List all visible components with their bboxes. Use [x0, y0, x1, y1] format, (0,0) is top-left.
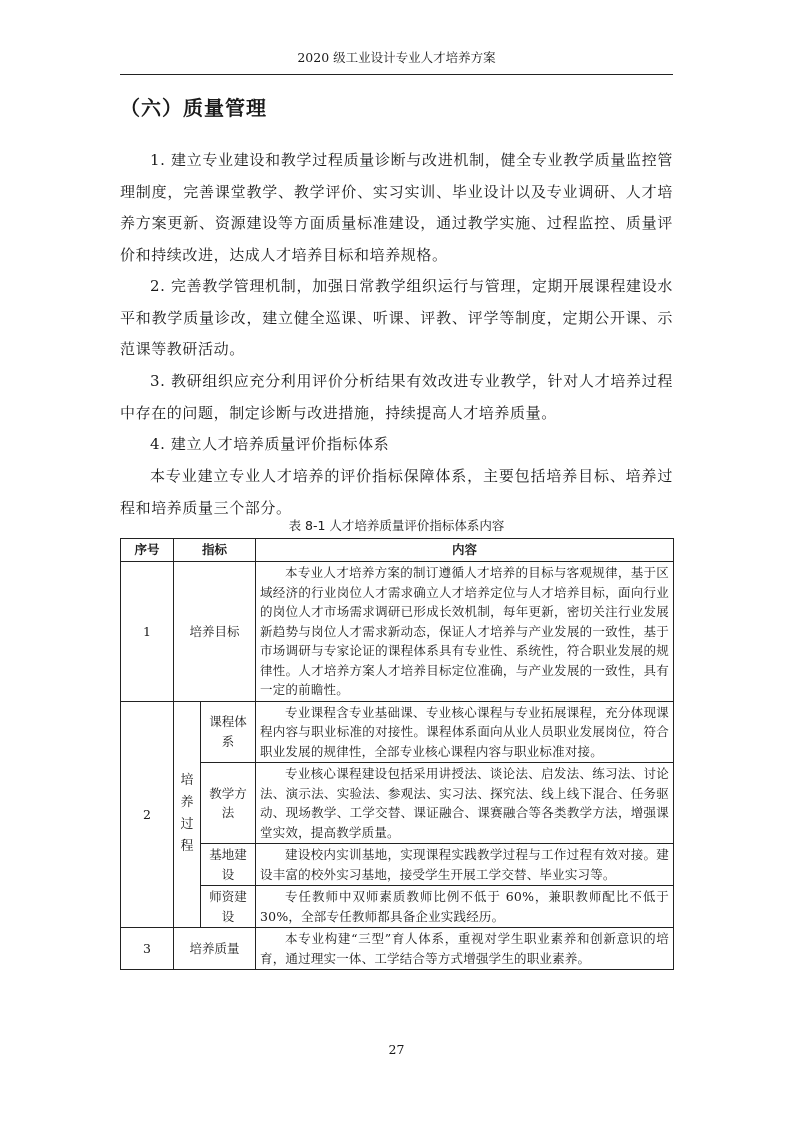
table-header-row [121, 539, 674, 562]
table-row [121, 928, 674, 970]
row-number: 2 [121, 701, 174, 928]
sub-indicator: 师资建设 [201, 886, 256, 928]
row-number: 3 [121, 928, 174, 970]
paragraph-5: 本专业建立专业人才培养的评价指标保障体系，主要包括培养目标、培养过程和培养质量三个部分。 [120, 467, 673, 517]
table-row [121, 562, 674, 702]
paragraph-4: 4. 建立人才培养质量评价指标体系 [150, 435, 390, 453]
paragraph-1: 1. 建立专业建设和教学过程质量诊断与改进机制，健全专业教学质量监控管理制度，完善课堂教学、教学评价、实习实训、毕业设计以及专业调研、人才培养方案更新、资源建设等方面质量标准建设，通过教学实施、过程监控、质量评价和持续改进，达成人才培养目标和培养规格。 [120, 151, 673, 264]
sub-indicator: 课程体系 [201, 701, 256, 763]
header-content: 内容 [256, 539, 674, 562]
evaluation-table [120, 538, 674, 970]
table-subrow [121, 886, 674, 928]
sub-content: 专业课程含专业基础课、专业核心课程与专业拓展课程，充分体现课程内容与职业标准的对接性。课程体系面向从业人员职业发展岗位，符合职业发展的规律性，全部专业核心课程内容与职业标准对接。 [256, 701, 674, 763]
header-no: 序号 [121, 539, 174, 562]
sub-indicator: 教学方法 [201, 763, 256, 844]
sub-content: 建设校内实训基地，实现课程实践教学过程与工作过程有效对接。建设丰富的校外实习基地，接受学生开展工学交替、毕业实习等。 [256, 844, 674, 886]
page-header: 2020 级工业设计专业人才培养方案 [120, 44, 673, 75]
row-indicator: 培养质量 [174, 928, 256, 970]
sub-content: 专业核心课程建设包括采用讲授法、谈论法、启发法、练习法、讨论法、演示法、实验法、参观法、实习法、探究法、线上线下混合、任务驱动、现场教学、工学交替、课证融合、课赛融合等各类教学方法，增强课堂实效，提高教学质量。 [256, 763, 674, 844]
row-content: 本专业构建“三型”育人体系，重视对学生职业素养和创新意识的培育，通过理实一体、工学结合等方式增强学生的职业素养。 [256, 928, 674, 970]
header-indicator: 指标 [174, 539, 256, 562]
row-indicator-vertical: 培养过程 [174, 701, 201, 928]
paragraph-3: 3. 教研组织应充分利用评价分析结果有效改进专业教学，针对人才培养过程中存在的问题，制定诊断与改进措施，持续提高人才培养质量。 [120, 372, 673, 422]
row-number: 1 [121, 562, 174, 702]
table-subrow [121, 844, 674, 886]
sub-content: 专任教师中双师素质教师比例不低于 60%，兼职教师配比不低于 30%，全部专任教师都具备企业实践经历。 [256, 886, 674, 928]
row-content: 本专业人才培养方案的制订遵循人才培养的目标与客观规律，基于区域经济的行业岗位人才需求确立人才培养定位与人才培养目标，面向行业的岗位人才市场需求调研已形成长效机制，每年更新，密切关注行业发展新趋势与岗位人才需求新动态，保证人才培养与产业发展的一致性，基于市场调研与专家论证的课程体系具有专业性、系统性，符合职业发展的规律性。人才培养方案人才培养目标定位准确，与产业发展的一致性，具有一定的前瞻性。 [256, 562, 674, 702]
page-number: 27 [388, 1042, 405, 1057]
table-row [121, 701, 674, 763]
table-subrow [121, 763, 674, 844]
sub-indicator: 基地建设 [201, 844, 256, 886]
paragraph-2: 2. 完善教学管理机制，加强日常教学组织运行与管理，定期开展课程建设水平和教学质量诊改，建立健全巡课、听课、评教、评学等制度，定期公开课、示范课等教研活动。 [120, 277, 673, 358]
section-heading: （六）质量管理 [120, 96, 267, 120]
table-caption: 表 8-1 人才培养质量评价指标体系内容 [288, 518, 505, 533]
row-indicator: 培养目标 [174, 562, 256, 702]
